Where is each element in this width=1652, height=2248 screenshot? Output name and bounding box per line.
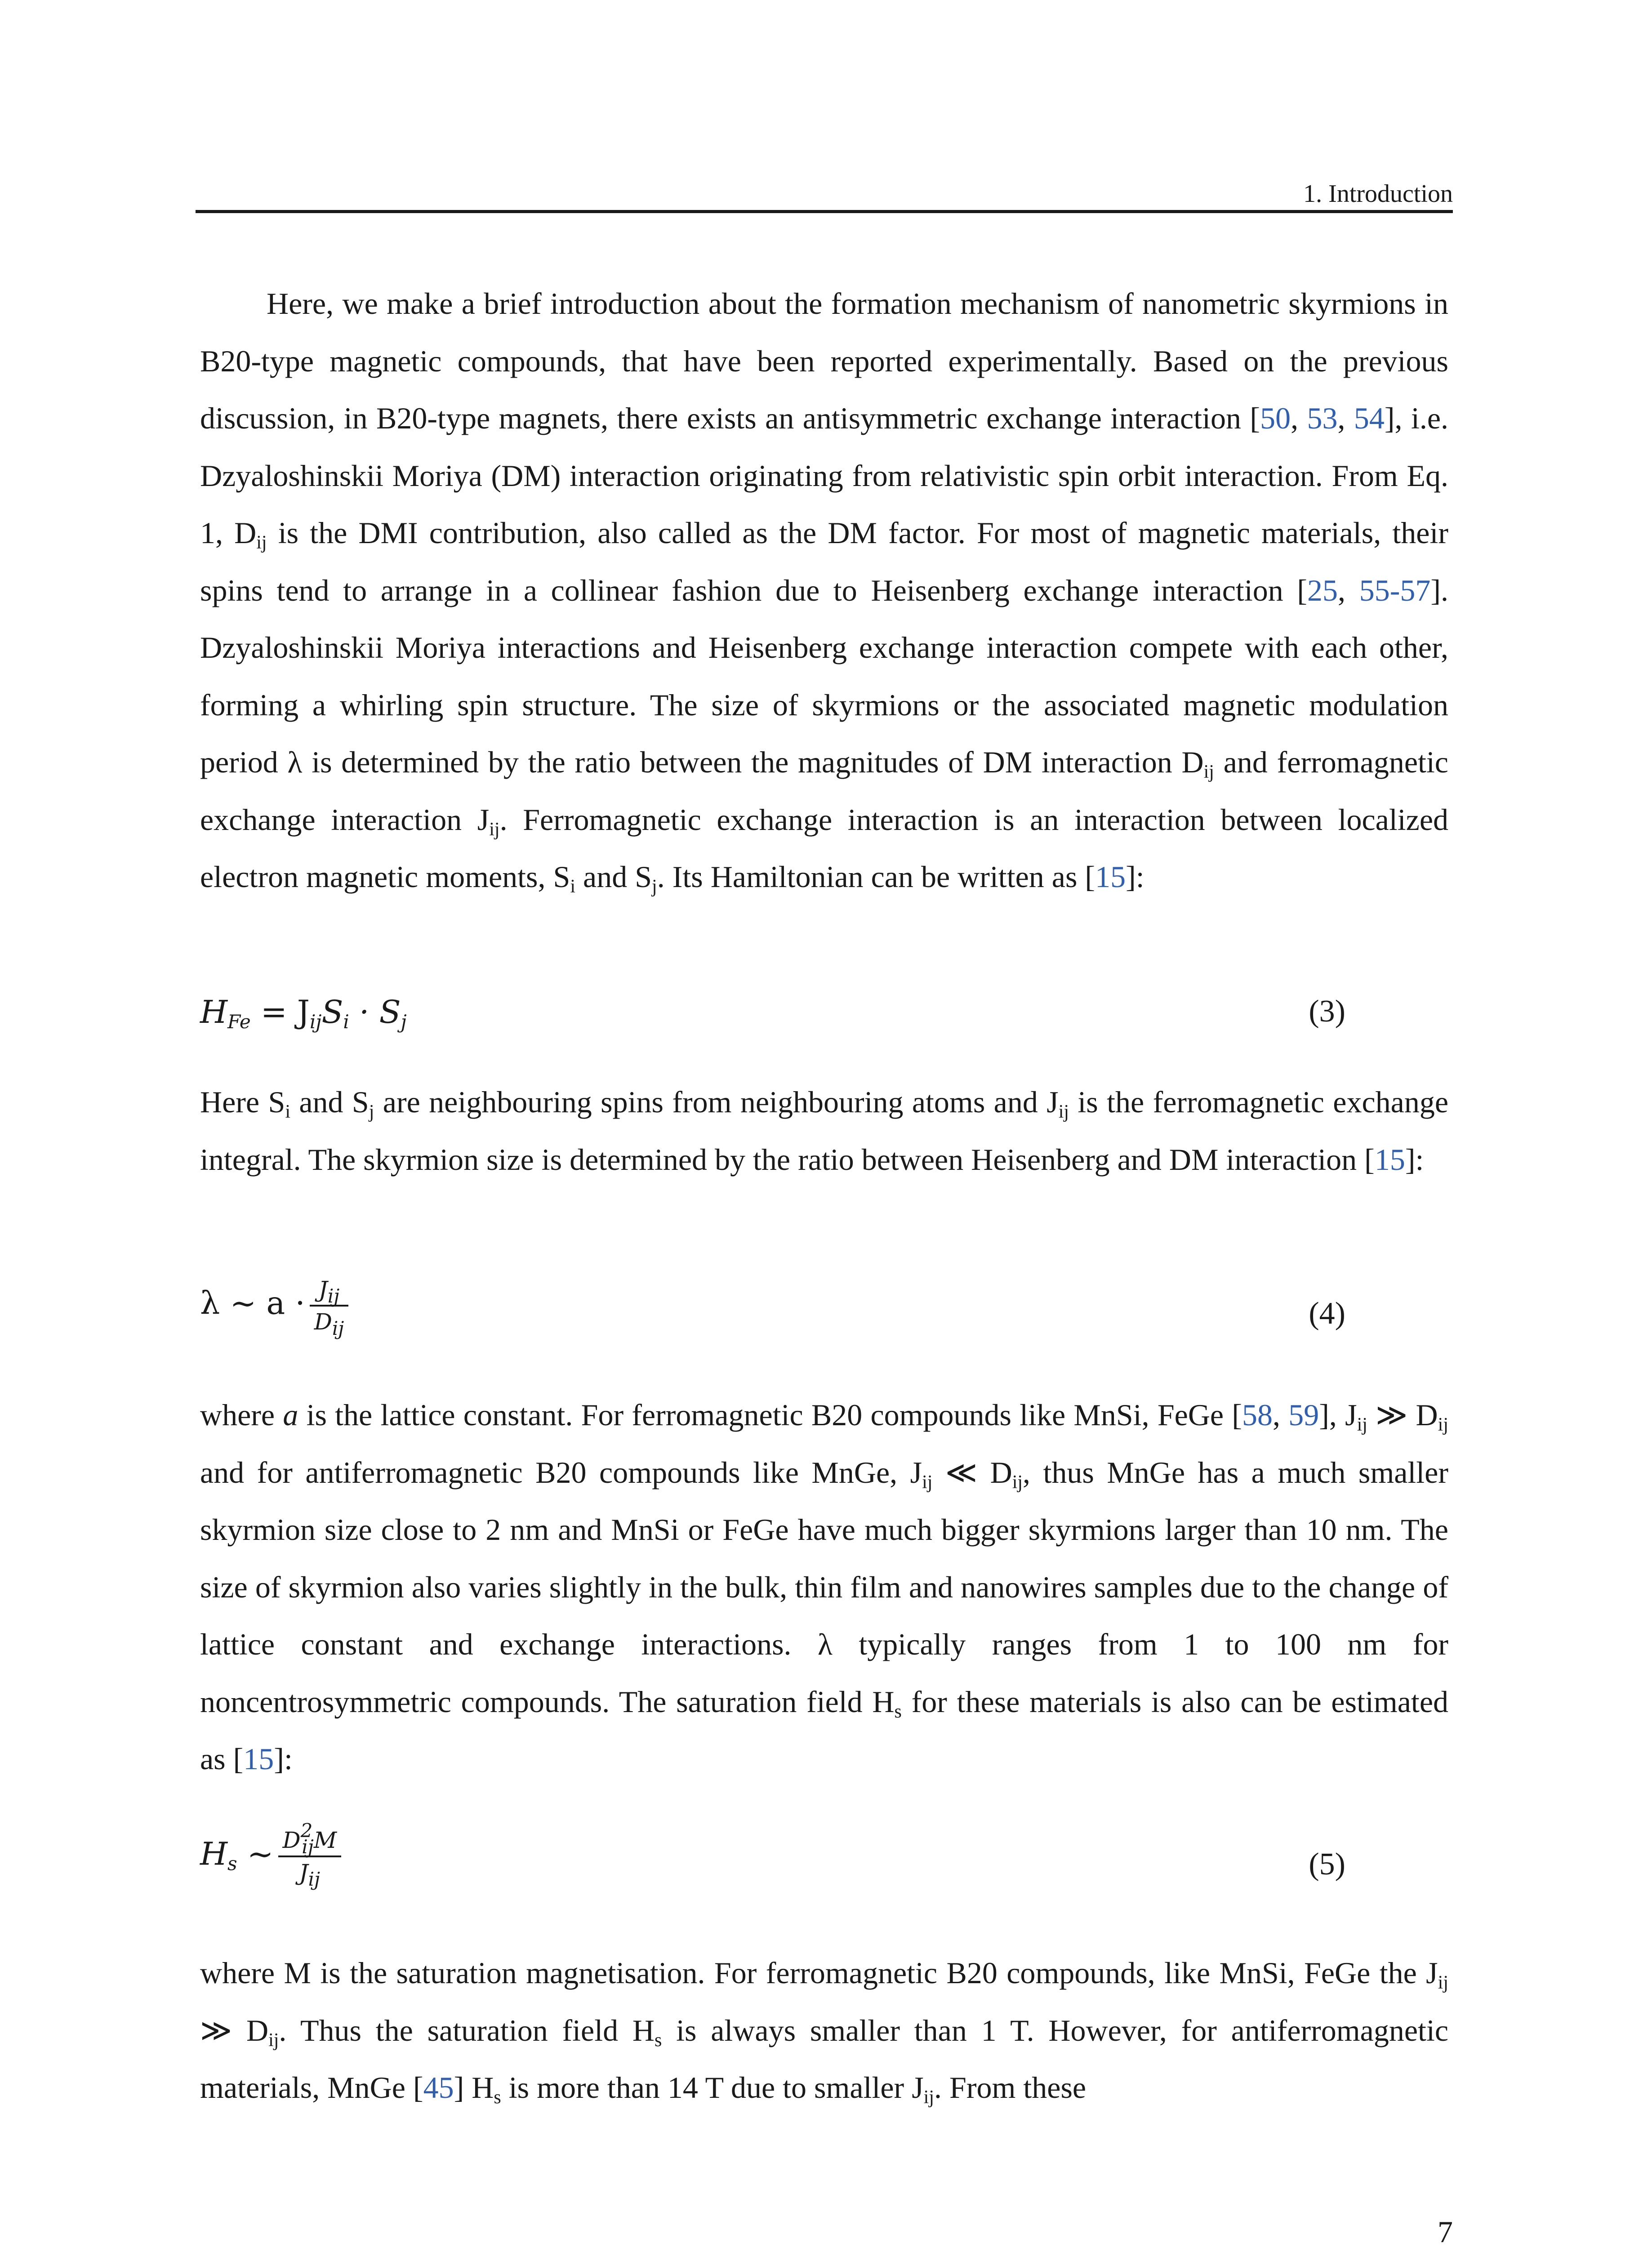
paragraph-4: where M is the saturation magnetisation. For ferromagnetic B20 compounds, like MnSi, FeGe the $J_{ij}$ ≫ $D_{ij}$. Thus the saturation field $H_s$ is always smaller than 1 T. However, for antiferromagnetic materials, MnGe [45] $H_s$ is more than 14 T due to smaller $J_{ij}$. From these <box>200 1956 1449 2108</box>
paragraph-2: Here $S_i$ and $S_j$ are neighbouring spins from neighbouring atoms and $J_{ij}$ is the ferromagnetic exchange integral. The skyrmion size is determined by the ratio between Heisenberg and DM interaction [15]: <box>200 1085 1449 1177</box>
paragraph-1: Here, we make a brief introduction about the formation mechanism of nanometric skyrmions in B20-type magnetic compounds, that have been reported experimentally. Based on the previous discussion, in B20-type magnets, there exists an antisymmetric exchange interaction [50, 53, 54], i.e. Dzyaloshinskii Moriya (DM) interaction originating from relativistic spin orbit interaction. From Eq. 1, $D_{ij}$ is the DMI contribution, also called as the DM factor. For most of magnetic materials, their spins tend to arrange in a collinear fashion due to Heisenberg exchange interaction [25, 55-57]. Dzyaloshinskii Moriya interactions and Heisenberg exchange interaction compete with each other, forming a whirling spin structure. The size of skyrmions or the associated magnetic modulation period λ is determined by the ratio between the magnitudes of DM interaction $D_{ij}$ and ferromagnetic exchange interaction $J_{ij}$. Ferromagnetic exchange interaction is an interaction between localized electron magnetic moments, $S_i$ and $S_j$. Its Hamiltonian can be written as [15]: <box>200 286 1449 897</box>
citation-link[interactable]: 53 <box>1307 401 1338 435</box>
citation-link[interactable]: 55-57 <box>1359 573 1431 607</box>
equation-4 <box>200 1277 1345 1349</box>
equation-5-number: (5) <box>1309 1847 1345 1882</box>
equation-5-fraction: $\frac{D^2_{ij}M}{J_{ij}}$ <box>278 1828 342 1886</box>
citation-link[interactable]: 15 <box>1374 1142 1405 1177</box>
equation-5-math: $H_s$ ~ $\frac{D^2_{ij}M}{J_{ij}}$ <box>200 1828 341 1886</box>
equation-3-math: $H_{Fe} = J_{ij}S_i \cdot S_j$ <box>200 994 407 1033</box>
running-header <box>196 178 1453 213</box>
equation-4-math: λ ~ a · $\frac{J_{ij}}{D_{ij}}$ <box>200 1277 348 1335</box>
header-title: 1. Introduction <box>1303 180 1453 208</box>
citation-link[interactable]: 59 <box>1288 1398 1319 1432</box>
equation-4-fraction: $\frac{J_{ij}}{D_{ij}}$ <box>310 1277 349 1335</box>
equation-4-number: (4) <box>1309 1296 1345 1331</box>
citation-link[interactable]: 58 <box>1242 1398 1273 1432</box>
paragraph-3: where a is the lattice constant. For ferromagnetic B20 compounds like MnSi, FeGe [58, 59], $J_{ij}$ ≫ $D_{ij}$ and for antiferromagnetic B20 compounds like MnGe, $J_{ij}$ ≪ $D_{ij}$, thus MnGe has a much smaller skyrmion size close to 2 nm and MnSi or FeGe have much bigger skyrmions larger than 10 nm. The size of skyrmion also varies slightly in the bulk, thin film and nanowires samples due to the change of lattice constant and exchange interactions. λ typically ranges from 1 to 100 nm for noncentrosymmetric compounds. The saturation field $H_s$ for these materials is also can be estimated as [15]: <box>200 1398 1449 1776</box>
citation-link[interactable]: 15 <box>243 1742 274 1776</box>
equation-5 <box>200 1820 1345 1900</box>
citation-link[interactable]: 54 <box>1354 401 1385 435</box>
equation-3-number: (3) <box>1309 994 1345 1029</box>
citation-link[interactable]: 25 <box>1307 573 1338 607</box>
citation-link[interactable]: 15 <box>1095 860 1126 894</box>
equation-3 <box>200 980 1345 1052</box>
page-number: 7 <box>1438 2215 1453 2248</box>
citation-link[interactable]: 50 <box>1260 401 1291 435</box>
citation-link[interactable]: 45 <box>423 2070 454 2105</box>
